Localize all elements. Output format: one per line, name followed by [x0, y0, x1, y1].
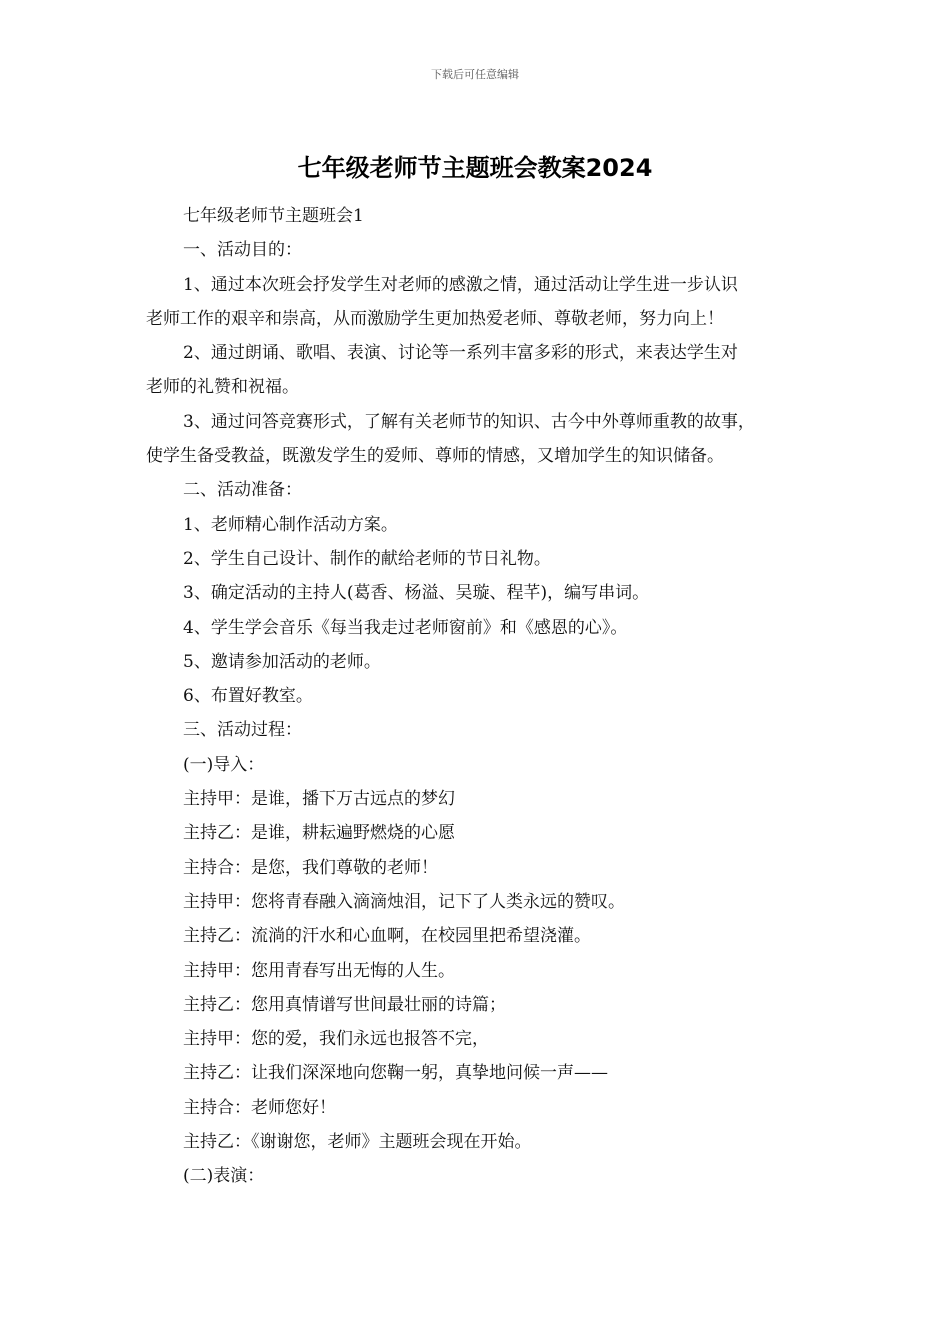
paragraph-line: 老师工作的艰辛和崇高，从而激励学生更加热爱老师、尊敬老师，努力向上！: [146, 308, 724, 329]
paragraph-line: 主持甲：是谁，播下万古远点的梦幻: [183, 789, 455, 810]
paragraph-line: 主持甲：您用青春写出无悔的人生。: [183, 960, 455, 981]
document-body: [146, 199, 826, 1194]
paragraph-line: 5、邀请参加活动的老师。: [183, 651, 381, 672]
paragraph-line: 主持乙：流淌的汗水和心血啊，在校园里把希望浇灌。: [183, 926, 591, 947]
paragraph-line: 一、活动目的：: [183, 240, 302, 261]
paragraph-line: 主持乙：让我们深深地向您鞠一躬，真挚地问候一声——: [183, 1063, 608, 1084]
paragraph-line: 3、确定活动的主持人(葛香、杨溢、吴璇、程芊)，编写串词。: [183, 583, 650, 604]
paragraph-line: 使学生备受教益，既激发学生的爱师、尊师的情感，又增加学生的知识储备。: [146, 446, 724, 467]
paragraph-line: 主持甲：您将青春融入滴滴烛泪，记下了人类永远的赞叹。: [183, 891, 625, 912]
paragraph-line: 1、老师精心制作活动方案。: [183, 514, 398, 535]
paragraph-line: 4、学生学会音乐《每当我走过老师窗前》和《感恩的心》。: [183, 617, 628, 638]
paragraph-line: (二)表演：: [183, 1166, 265, 1187]
paragraph-line: 主持合：老师您好！: [183, 1097, 336, 1118]
document-title: 七年级老师节主题班会教案2024: [297, 154, 653, 182]
header-note: 下载后可任意编辑: [431, 68, 519, 81]
paragraph-line: 主持乙：《谢谢您，老师》主题班会现在开始。: [183, 1132, 532, 1153]
paragraph-line: 三、活动过程：: [183, 720, 302, 741]
paragraph-line: 3、通过问答竞赛形式，了解有关老师节的知识、古今中外尊师重教的故事，: [183, 411, 755, 432]
paragraph-line: 主持合：是您，我们尊敬的老师！: [183, 857, 438, 878]
paragraph-line: (一)导入：: [183, 754, 265, 775]
paragraph-line: 主持乙：是谁，耕耘遍野燃烧的心愿: [183, 823, 455, 844]
paragraph-line: 2、通过朗诵、歌唱、表演、讨论等一系列丰富多彩的形式，来表达学生对: [183, 343, 738, 364]
paragraph-line: 七年级老师节主题班会1: [183, 206, 364, 226]
paragraph-line: 二、活动准备：: [183, 480, 302, 501]
paragraph-line: 老师的礼赞和祝福。: [146, 377, 299, 398]
paragraph-line: 2、学生自己设计、制作的献给老师的节日礼物。: [183, 548, 551, 569]
paragraph-line: 主持甲：您的爱，我们永远也报答不完，: [183, 1029, 489, 1050]
paragraph-line: 1、通过本次班会抒发学生对老师的感激之情，通过活动让学生进一步认识: [183, 274, 738, 295]
paragraph-line: 主持乙：您用真情谱写世间最壮丽的诗篇；: [183, 994, 506, 1015]
paragraph-line: 6、布置好教室。: [183, 686, 313, 707]
